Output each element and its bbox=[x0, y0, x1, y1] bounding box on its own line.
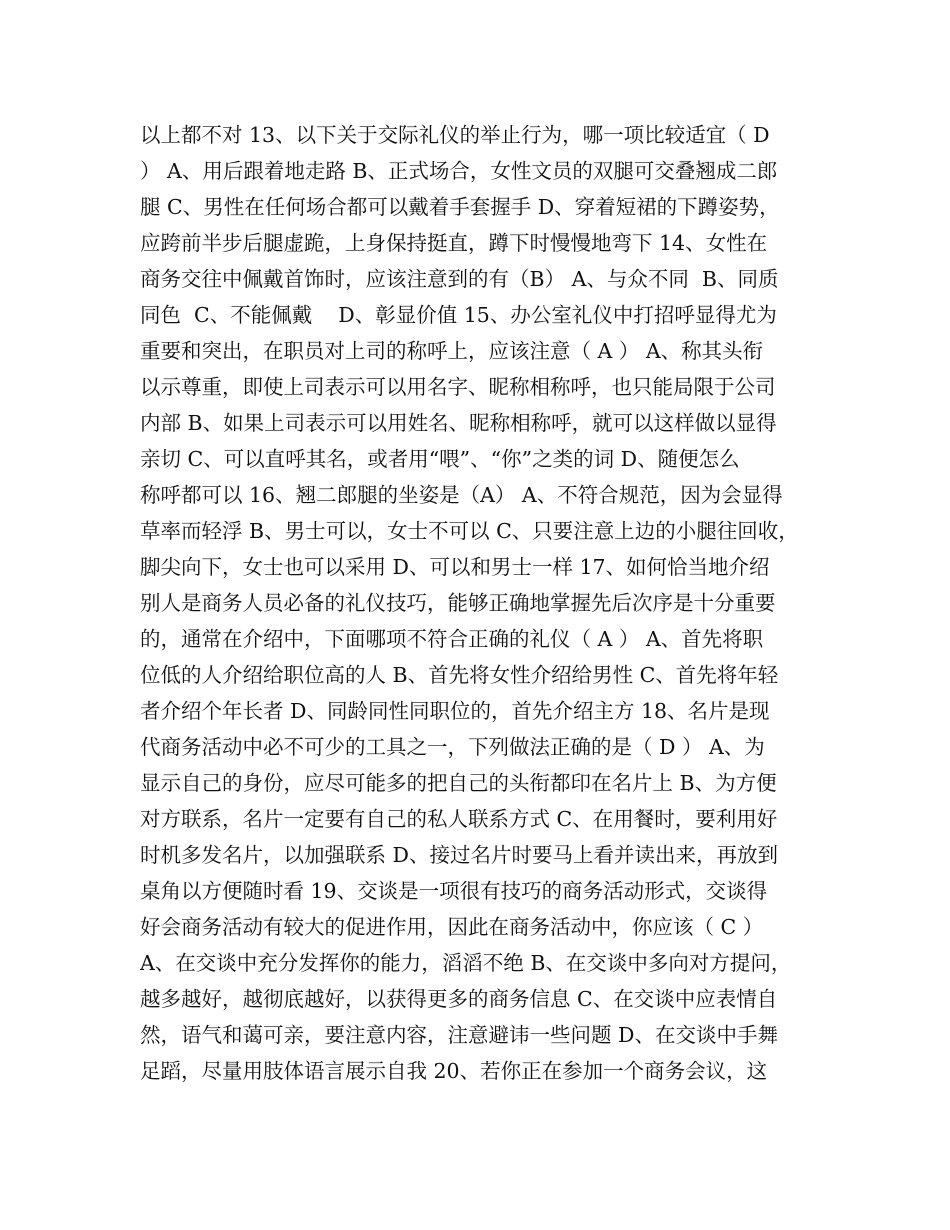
text-line: 的，通常在介绍中，下面哪项不符合正确的礼仪（ A ） A、首先将职 bbox=[140, 627, 764, 651]
text-line: 重要和突出，在职员对上司的称呼上，应该注意（ A ） A、称其头衔 bbox=[140, 339, 764, 363]
text-line: 商务交往中佩戴首饰时，应该注意到的有（B） A、与众不同 B、同质 bbox=[140, 267, 779, 291]
text-line: 代商务活动中必不可少的工具之一，下列做法正确的是（ D ） A、为 bbox=[140, 735, 765, 759]
text-line: 脚尖向下，女士也可以采用 D、可以和男士一样 17、如何恰当地介绍 bbox=[140, 555, 770, 579]
text-line: 对方联系，名片一定要有自己的私人联系方式 C、在用餐时，要利用好 bbox=[140, 807, 778, 831]
text-line: 足蹈，尽量用肢体语言展示自我 20、若你正在参加一个商务会议，这 bbox=[140, 1059, 768, 1083]
text-line: 者介绍个年长者 D、同龄同性同职位的，首先介绍主方 18、名片是现 bbox=[140, 699, 770, 723]
text-line: 内部 B、如果上司表示可以用姓名、昵称相称呼，就可以这样做以显得 bbox=[140, 411, 777, 435]
text-line: 好会商务活动有较大的促进作用，因此在商务活动中，你应该（ C ） bbox=[140, 915, 764, 939]
text-line: 称呼都可以 16、翘二郎腿的坐姿是（A） A、不符合规范，因为会显得 bbox=[140, 483, 783, 507]
text-line: ） A、用后跟着地走路 B、正式场合，女性文员的双腿可交叠翘成二郎 bbox=[140, 159, 778, 183]
text-line: A、在交谈中充分发挥你的能力，滔滔不绝 B、在交谈中多向对方提问， bbox=[140, 951, 792, 975]
text-line: 同色 C、不能佩戴 D、彰显价值 15、办公室礼仪中打招呼显得尤为 bbox=[140, 303, 777, 327]
text-line: 草率而轻浮 B、男士可以，女士不可以 C、只要注意上边的小腿往回收， bbox=[140, 519, 799, 543]
text-line: 腿 C、男性在任何场合都可以戴着手套握手 D、穿着短裙的下蹲姿势， bbox=[140, 195, 780, 219]
text-line: 越多越好，越彻底越好，以获得更多的商务信息 C、在交谈中应表情自 bbox=[140, 987, 778, 1011]
text-line: 别人是商务人员必备的礼仪技巧，能够正确地掌握先后次序是十分重要 bbox=[140, 591, 776, 615]
text-line: 时机多发名片，以加强联系 D、接过名片时要马上看并读出来，再放到 bbox=[140, 843, 778, 867]
text-line: 应跨前半步后腿虚跪，上身保持挺直，蹲下时慢慢地弯下 14、女性在 bbox=[140, 231, 768, 255]
text-line: 亲切 C、可以直呼其名，或者用“喂”、“你”之类的词 D、随便怎么 bbox=[140, 447, 740, 471]
text-line: 桌角以方便随时看 19、交谈是一项很有技巧的商务活动形式，交谈得 bbox=[140, 879, 768, 903]
text-line: 以示尊重，即使上司表示可以用名字、昵称相称呼，也只能局限于公司 bbox=[140, 375, 776, 399]
text-line: 显示自己的身份，应尽可能多的把自己的头衔都印在名片上 B、为方便 bbox=[140, 771, 777, 795]
body-text bbox=[140, 117, 840, 1089]
text-line: 位低的人介绍给职位高的人 B、首先将女性介绍给男性 C、首先将年轻 bbox=[140, 663, 779, 687]
text-line: 以上都不对 13、以下关于交际礼仪的举止行为，哪一项比较适宜（ D bbox=[140, 123, 770, 147]
text-line: 然，语气和蔼可亲，要注意内容，注意避讳一些问题 D、在交谈中手舞 bbox=[140, 1023, 778, 1047]
